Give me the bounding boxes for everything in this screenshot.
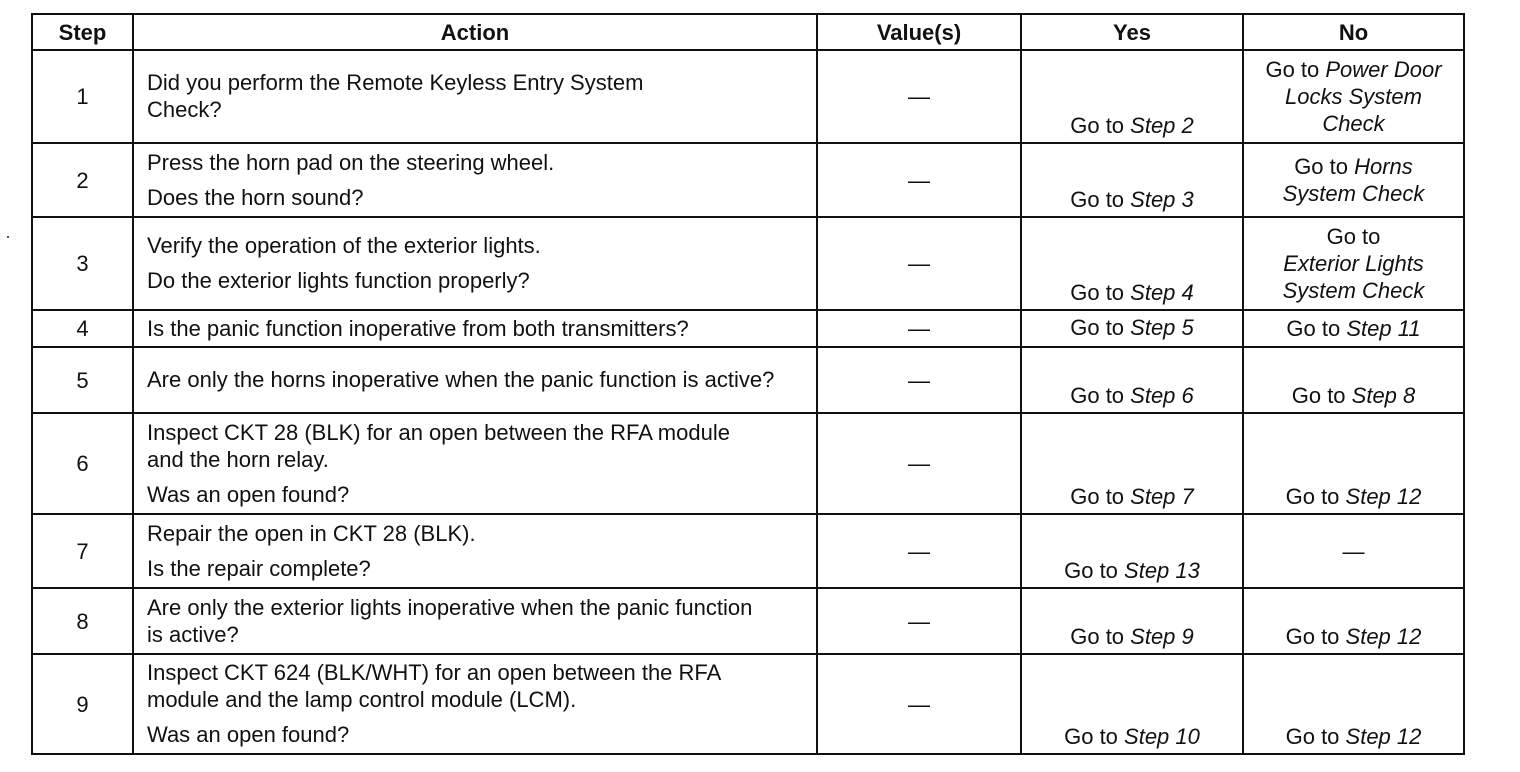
header-step: Step: [32, 14, 133, 50]
action-text: Did you perform the Remote Keyless Entry System Check?: [147, 70, 644, 122]
yes-prefix: Go to: [1070, 624, 1131, 649]
action-cell: [133, 514, 817, 588]
table-row: [32, 310, 1464, 347]
no-cell: [1243, 413, 1464, 514]
action-cell: [133, 588, 817, 654]
no-target: Step 11: [1346, 316, 1421, 341]
no-cell: [1243, 310, 1464, 347]
yes-target: Step 6: [1130, 383, 1194, 408]
step-number: 7: [32, 514, 133, 588]
yes-prefix: Go to: [1070, 383, 1131, 408]
no-target: Horns System Check: [1282, 154, 1425, 206]
action-cell: [133, 347, 817, 413]
step-number: 2: [32, 143, 133, 217]
value-cell: —: [817, 310, 1021, 347]
no-target: Step 12: [1345, 724, 1422, 749]
yes-target: Step 5: [1130, 314, 1194, 340]
no-target: Step 8: [1351, 383, 1416, 408]
action-cell: [133, 217, 817, 310]
no-target: Exterior Lights System Check: [1282, 251, 1425, 303]
no-cell: [1243, 50, 1464, 143]
action-cell: [133, 143, 817, 217]
no-cell: [1243, 588, 1464, 654]
action-cell: [133, 413, 817, 514]
no-cell: [1243, 347, 1464, 413]
value-cell: —: [817, 514, 1021, 588]
action-text: Repair the open in CKT 28 (BLK).: [147, 520, 476, 546]
no-prefix: Go to: [1294, 154, 1355, 179]
step-number: 3: [32, 217, 133, 310]
action-cell: [133, 310, 817, 347]
yes-prefix: Go to: [1070, 187, 1131, 212]
yes-target: Step 2: [1130, 113, 1194, 138]
yes-cell: [1021, 514, 1243, 588]
header-no: No: [1243, 14, 1464, 50]
value-cell: —: [817, 588, 1021, 654]
yes-target: Step 3: [1130, 187, 1194, 212]
yes-cell: [1021, 588, 1243, 654]
no-target: Step 12: [1345, 484, 1422, 509]
header-row: [32, 14, 1464, 50]
action-text: Inspect CKT 624 (BLK/WHT) for an open between the RFA module and the lamp control module (LCM).: [147, 660, 721, 712]
table-row: [32, 413, 1464, 514]
yes-cell: [1021, 413, 1243, 514]
no-prefix: Go to: [1286, 316, 1347, 341]
yes-cell: [1021, 654, 1243, 754]
action-text: Press the horn pad on the steering wheel.: [147, 149, 555, 175]
table-row: [32, 50, 1464, 143]
yes-target: Step 10: [1124, 724, 1200, 749]
yes-target: Step 7: [1130, 484, 1194, 509]
yes-cell: [1021, 217, 1243, 310]
action-cell: [133, 50, 817, 143]
no-prefix: Go to: [1291, 383, 1352, 408]
value-cell: —: [817, 143, 1021, 217]
step-number: 9: [32, 654, 133, 754]
action-question: Does the horn sound?: [147, 184, 364, 210]
value-cell: —: [817, 654, 1021, 754]
yes-prefix: Go to: [1064, 724, 1125, 749]
header-yes: Yes: [1021, 14, 1243, 50]
action-question: Is the repair complete?: [147, 555, 371, 581]
table-row: [32, 143, 1464, 217]
no-prefix: Go to: [1285, 724, 1346, 749]
table-row: [32, 654, 1464, 754]
diagnostic-table: [31, 13, 1465, 755]
yes-target: Step 13: [1124, 558, 1200, 583]
action-question: Do the exterior lights function properly?: [147, 268, 530, 293]
action-text: Are only the horns inoperative when the panic function is active?: [147, 367, 775, 392]
value-cell: —: [817, 50, 1021, 143]
no-cell: [1243, 654, 1464, 754]
yes-prefix: Go to: [1070, 113, 1131, 138]
no-target: —: [1342, 538, 1365, 564]
no-prefix: Go to: [1285, 484, 1346, 509]
step-number: 4: [32, 310, 133, 347]
yes-cell: [1021, 310, 1243, 347]
no-prefix: Go to: [1285, 624, 1346, 649]
value-cell: —: [817, 217, 1021, 310]
table-row: [32, 217, 1464, 310]
value-cell: —: [817, 347, 1021, 413]
table-row: [32, 347, 1464, 413]
yes-target: Step 4: [1130, 280, 1194, 305]
diagnostic-table-sheet: [31, 13, 1463, 755]
action-cell: [133, 654, 817, 754]
scan-speck: [7, 236, 9, 238]
step-number: 6: [32, 413, 133, 514]
action-question: Was an open found?: [147, 481, 350, 507]
step-number: 5: [32, 347, 133, 413]
table-row: [32, 514, 1464, 588]
no-cell: [1243, 514, 1464, 588]
no-prefix: Go to: [1326, 224, 1381, 249]
yes-prefix: Go to: [1070, 280, 1131, 305]
step-number: 1: [32, 50, 133, 143]
table-row: [32, 588, 1464, 654]
action-text: Inspect CKT 28 (BLK) for an open between the RFA module and the horn relay.: [147, 419, 730, 472]
header-values: Value(s): [817, 14, 1021, 50]
yes-cell: [1021, 50, 1243, 143]
yes-cell: [1021, 347, 1243, 413]
step-number: 8: [32, 588, 133, 654]
no-cell: [1243, 217, 1464, 310]
header-action: Action: [133, 14, 817, 50]
yes-prefix: Go to: [1070, 484, 1131, 509]
no-cell: [1243, 143, 1464, 217]
no-target: Power Door Locks System Check: [1285, 57, 1442, 136]
action-text: Verify the operation of the exterior lights.: [147, 233, 541, 258]
value-cell: —: [817, 413, 1021, 514]
action-text: Is the panic function inoperative from both transmitters?: [147, 315, 689, 341]
no-target: Step 12: [1345, 624, 1422, 649]
yes-target: Step 9: [1130, 624, 1194, 649]
no-prefix: Go to: [1265, 57, 1326, 82]
action-question: Was an open found?: [147, 722, 350, 747]
yes-cell: [1021, 143, 1243, 217]
yes-prefix: Go to: [1070, 314, 1131, 340]
action-text: Are only the exterior lights inoperative when the panic function is active?: [147, 594, 753, 647]
yes-prefix: Go to: [1064, 558, 1125, 583]
